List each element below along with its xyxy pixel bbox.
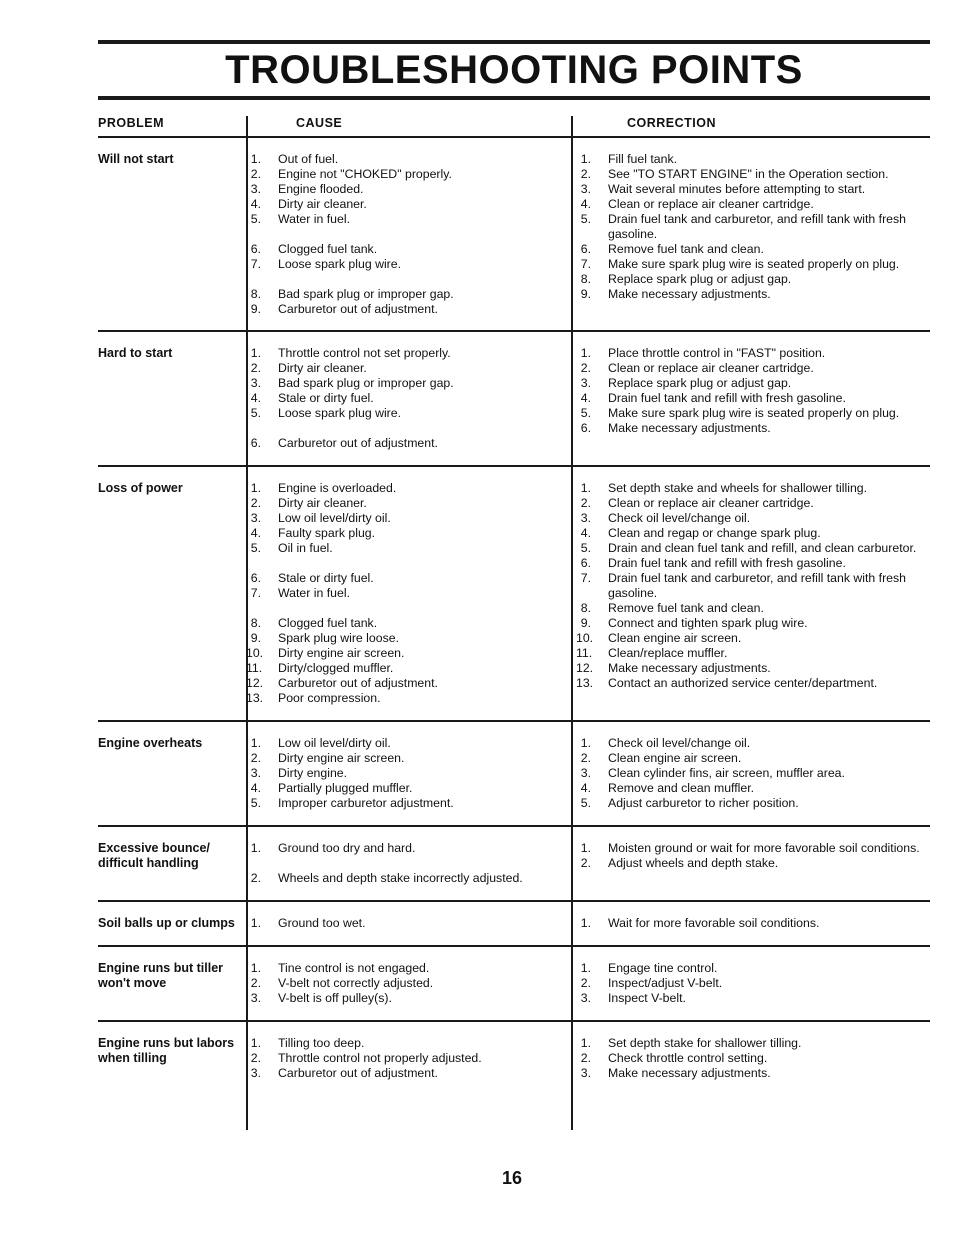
item-text: Clean engine air screen.	[608, 631, 742, 645]
item-number: 2.	[250, 976, 261, 990]
item-number: 1.	[250, 961, 261, 975]
list-item	[246, 1066, 556, 1081]
correction-list	[576, 961, 930, 1006]
problem-label: Hard to start	[98, 346, 173, 360]
list-item	[246, 916, 556, 931]
item-text: Throttle control not set properly.	[278, 346, 451, 360]
item-number: 1.	[580, 916, 591, 930]
spacer	[246, 556, 556, 571]
list-item	[576, 361, 930, 376]
list-item	[576, 796, 930, 811]
list-item	[246, 182, 556, 197]
list-item	[246, 541, 556, 556]
item-text: Drain fuel tank and refill with fresh gasoline.	[608, 556, 846, 570]
item-number: 5.	[580, 406, 591, 420]
list-item	[246, 481, 556, 496]
cause-list	[246, 961, 556, 1006]
item-number: 4.	[250, 526, 261, 540]
item-text: Tine control is not engaged.	[278, 961, 430, 975]
item-text: Dirty air cleaner.	[278, 197, 367, 211]
item-number: 3.	[250, 182, 261, 196]
item-number: 8.	[580, 272, 591, 286]
top-rule	[98, 40, 930, 44]
list-item	[576, 1036, 930, 1051]
item-number: 1.	[250, 481, 261, 495]
list-item	[246, 661, 556, 676]
item-number: 1.	[250, 916, 261, 930]
item-text: Engine is overloaded.	[278, 481, 397, 495]
list-item	[576, 961, 930, 976]
item-number: 9.	[580, 287, 591, 301]
header-correction: CORRECTION	[627, 116, 717, 130]
cause-list	[246, 346, 556, 451]
list-item	[576, 152, 930, 167]
item-number: 6.	[250, 436, 261, 450]
list-item	[576, 421, 930, 436]
item-text: See "TO START ENGINE" in the Operation section.	[608, 167, 889, 181]
cause-list	[246, 916, 556, 931]
page-title: TROUBLESHOOTING POINTS	[225, 48, 803, 92]
item-number: 5.	[580, 796, 591, 810]
item-number: 1.	[250, 736, 261, 750]
item-number: 4.	[580, 781, 591, 795]
item-number: 6.	[580, 556, 591, 570]
list-item	[576, 391, 930, 406]
item-number: 2.	[580, 1051, 591, 1065]
item-number: 2.	[580, 496, 591, 510]
item-number: 2.	[580, 361, 591, 375]
item-number: 3.	[580, 376, 591, 390]
item-number: 7.	[580, 571, 591, 585]
list-item	[246, 781, 556, 796]
cause-list	[246, 841, 556, 886]
item-number: 3.	[250, 511, 261, 525]
list-item	[246, 1051, 556, 1066]
item-text: Dirty engine.	[278, 766, 348, 780]
list-item	[246, 287, 556, 302]
cause-list	[246, 152, 556, 317]
item-text: Ground too wet.	[278, 916, 366, 930]
item-text: Carburetor out of adjustment.	[278, 436, 438, 450]
item-number: 2.	[580, 167, 591, 181]
section-rule	[98, 720, 930, 722]
list-item	[576, 841, 930, 856]
problem-label: Soil balls up or clumps	[98, 916, 235, 930]
item-number: 3.	[580, 1066, 591, 1080]
item-text: Adjust carburetor to richer position.	[608, 796, 799, 810]
item-text: Contact an authorized service center/department.	[608, 676, 878, 690]
item-text: Replace spark plug or adjust gap.	[608, 272, 792, 286]
item-number: 2.	[250, 751, 261, 765]
list-item	[246, 1036, 556, 1051]
item-number: 4.	[250, 781, 261, 795]
item-text: Spark plug wire loose.	[278, 631, 399, 645]
item-number: 4.	[250, 391, 261, 405]
item-text: Bad spark plug or improper gap.	[278, 376, 454, 390]
item-text: Inspect V-belt.	[608, 991, 686, 1005]
list-item	[576, 751, 930, 766]
list-item	[246, 511, 556, 526]
item-number: 3.	[250, 991, 261, 1005]
correction-list	[576, 152, 930, 302]
item-text: Remove fuel tank and clean.	[608, 242, 764, 256]
list-item	[576, 197, 930, 212]
item-text: Faulty spark plug.	[278, 526, 376, 540]
list-item	[576, 541, 930, 556]
list-item	[246, 212, 556, 227]
list-item	[246, 152, 556, 167]
list-item	[246, 257, 556, 272]
problem-label: Will not start	[98, 152, 174, 166]
item-text: Set depth stake and wheels for shallower tilling.	[608, 481, 868, 495]
list-item	[576, 631, 930, 646]
list-item	[246, 571, 556, 586]
item-text: Set depth stake for shallower tilling.	[608, 1036, 802, 1050]
item-text: Clean or replace air cleaner cartridge.	[608, 361, 814, 375]
item-number: 4.	[580, 391, 591, 405]
correction-list	[576, 1036, 930, 1081]
item-number: 2.	[250, 361, 261, 375]
item-number: 1.	[580, 736, 591, 750]
list-item	[576, 556, 930, 571]
list-item	[576, 571, 930, 601]
item-number: 11.	[576, 646, 593, 660]
item-text: Carburetor out of adjustment.	[278, 676, 438, 690]
item-text: Replace spark plug or adjust gap.	[608, 376, 792, 390]
item-number: 8.	[250, 616, 261, 630]
header-cause: CAUSE	[296, 116, 343, 130]
item-text: Drain and clean fuel tank and refill, and clean carburetor.	[608, 541, 917, 555]
item-text: Make sure spark plug wire is seated properly on plug.	[608, 257, 900, 271]
spacer	[246, 421, 556, 436]
page-number: 16	[501, 1168, 523, 1188]
problem-label: Engine runs but tiller won't move	[98, 961, 224, 990]
problem-label: Engine overheats	[98, 736, 203, 750]
list-item	[576, 976, 930, 991]
list-item	[246, 391, 556, 406]
list-item	[246, 751, 556, 766]
list-item	[576, 1051, 930, 1066]
item-number: 6.	[250, 571, 261, 585]
item-text: Wait for more favorable soil conditions.	[608, 916, 820, 930]
item-number: 6.	[580, 242, 591, 256]
correction-list	[576, 481, 930, 691]
item-number: 1.	[250, 1036, 261, 1050]
list-item	[576, 242, 930, 257]
item-number: 1.	[580, 1036, 591, 1050]
item-number: 2.	[250, 496, 261, 510]
item-number: 5.	[250, 541, 261, 555]
list-item	[576, 646, 930, 661]
item-number: 4.	[250, 197, 261, 211]
list-item	[246, 302, 556, 317]
list-item	[576, 182, 930, 197]
item-text: Clogged fuel tank.	[278, 616, 378, 630]
item-text: Remove fuel tank and clean.	[608, 601, 764, 615]
item-number: 6.	[580, 421, 591, 435]
list-item	[576, 272, 930, 287]
section-rule	[98, 900, 930, 902]
list-item	[246, 361, 556, 376]
list-item	[246, 167, 556, 182]
list-item	[576, 616, 930, 631]
item-text: Wait several minutes before attempting to start.	[608, 182, 866, 196]
problem-label: Excessive bounce/ difficult handling	[98, 841, 210, 870]
item-number: 7.	[250, 586, 261, 600]
list-item	[246, 346, 556, 361]
item-number: 3.	[580, 511, 591, 525]
item-text: Check oil level/change oil.	[608, 511, 751, 525]
list-item	[246, 496, 556, 511]
list-item	[576, 916, 930, 931]
item-text: Clogged fuel tank.	[278, 242, 378, 256]
item-number: 13.	[576, 676, 594, 690]
list-item	[576, 661, 930, 676]
item-number: 8.	[580, 601, 591, 615]
item-text: V-belt is off pulley(s).	[278, 991, 392, 1005]
spacer	[246, 227, 556, 242]
item-text: Check throttle control setting.	[608, 1051, 768, 1065]
item-number: 1.	[250, 346, 261, 360]
item-text: Clean and regap or change spark plug.	[608, 526, 821, 540]
list-item	[246, 766, 556, 781]
item-text: Drain fuel tank and refill with fresh gasoline.	[608, 391, 846, 405]
item-number: 2.	[580, 976, 591, 990]
list-item	[246, 406, 556, 421]
list-item	[576, 991, 930, 1006]
list-item	[576, 287, 930, 302]
cause-list	[246, 736, 556, 811]
item-text: Dirty engine air screen.	[278, 646, 405, 660]
list-item	[576, 167, 930, 182]
list-item	[246, 646, 556, 661]
section-rule	[98, 1020, 930, 1022]
list-item	[576, 601, 930, 616]
item-number: 2.	[250, 1051, 261, 1065]
cause-list	[246, 481, 556, 706]
item-text: Place throttle control in "FAST" position.	[608, 346, 826, 360]
item-number: 9.	[580, 616, 591, 630]
item-text: Oil in fuel.	[278, 541, 333, 555]
item-text: Low oil level/dirty oil.	[278, 511, 391, 525]
item-number: 4.	[580, 526, 591, 540]
list-item	[246, 991, 556, 1006]
cause-list	[246, 1036, 556, 1081]
list-item	[246, 197, 556, 212]
item-text: Carburetor out of adjustment.	[278, 1066, 438, 1080]
item-number: 4.	[580, 197, 591, 211]
list-item	[246, 631, 556, 646]
list-item	[576, 496, 930, 511]
item-number: 2.	[250, 871, 261, 885]
item-number: 1.	[580, 152, 591, 166]
list-item	[576, 1066, 930, 1081]
item-text: Clean cylinder fins, air screen, muffler area.	[608, 766, 845, 780]
list-item	[576, 511, 930, 526]
list-item	[246, 691, 556, 706]
item-text: Clean or replace air cleaner cartridge.	[608, 496, 814, 510]
section-rule	[98, 330, 930, 332]
item-number: 8.	[250, 287, 261, 301]
list-item	[246, 436, 556, 451]
list-item	[246, 676, 556, 691]
item-text: Wheels and depth stake incorrectly adjusted.	[278, 871, 523, 885]
item-text: Remove and clean muffler.	[608, 781, 755, 795]
list-item	[576, 212, 930, 242]
problem-label: Loss of power	[98, 481, 183, 495]
correction-list	[576, 346, 930, 436]
item-number: 1.	[580, 841, 591, 855]
item-text: Partially plugged muffler.	[278, 781, 413, 795]
list-item	[576, 766, 930, 781]
item-text: Tilling too deep.	[278, 1036, 365, 1050]
item-number: 12.	[246, 676, 264, 690]
list-item	[246, 736, 556, 751]
item-number: 3.	[250, 1066, 261, 1080]
item-number: 11.	[246, 661, 263, 675]
section-rule	[98, 945, 930, 947]
item-text: Carburetor out of adjustment.	[278, 302, 438, 316]
list-item	[576, 346, 930, 361]
item-text: Bad spark plug or improper gap.	[278, 287, 454, 301]
list-item	[246, 796, 556, 811]
item-number: 7.	[250, 257, 261, 271]
spacer	[246, 601, 556, 616]
item-text: Make necessary adjustments.	[608, 661, 771, 675]
list-item	[246, 242, 556, 257]
item-text: Dirty air cleaner.	[278, 496, 367, 510]
list-item	[246, 841, 556, 856]
item-number: 5.	[250, 796, 261, 810]
item-number: 9.	[250, 631, 261, 645]
list-item	[576, 376, 930, 391]
item-number: 5.	[250, 406, 261, 420]
item-text: Loose spark plug wire.	[278, 406, 402, 420]
item-number: 10.	[246, 646, 264, 660]
header-problem: PROBLEM	[98, 116, 164, 130]
item-number: 5.	[250, 212, 261, 226]
item-text: Make necessary adjustments.	[608, 421, 771, 435]
item-text: Throttle control not properly adjusted.	[278, 1051, 482, 1065]
item-number: 6.	[250, 242, 261, 256]
item-text: Improper carburetor adjustment.	[278, 796, 454, 810]
item-number: 2.	[250, 167, 261, 181]
item-text: Clean or replace air cleaner cartridge.	[608, 197, 814, 211]
list-item	[246, 616, 556, 631]
item-text: Stale or dirty fuel.	[278, 571, 374, 585]
item-number: 10.	[576, 631, 594, 645]
item-text: Make necessary adjustments.	[608, 1066, 771, 1080]
item-number: 1.	[250, 841, 261, 855]
section-rule	[98, 136, 930, 138]
item-number: 2.	[580, 856, 591, 870]
problem-label: Engine runs but labors when tilling	[98, 1036, 235, 1065]
item-text: Fill fuel tank.	[608, 152, 678, 166]
title-rule	[98, 96, 930, 100]
item-text: Drain fuel tank and carburetor, and refill tank with fresh gasoline.	[608, 571, 907, 600]
item-text: Ground too dry and hard.	[278, 841, 416, 855]
item-number: 3.	[580, 766, 591, 780]
item-text: Water in fuel.	[278, 212, 350, 226]
item-number: 3.	[250, 766, 261, 780]
item-text: Drain fuel tank and carburetor, and refill tank with fresh gasoline.	[608, 212, 907, 241]
column-divider-right	[571, 116, 573, 1130]
item-text: Low oil level/dirty oil.	[278, 736, 391, 750]
list-item	[246, 586, 556, 601]
item-number: 2.	[580, 751, 591, 765]
spacer	[246, 856, 556, 871]
list-item	[576, 856, 930, 871]
list-item	[576, 526, 930, 541]
item-text: Make necessary adjustments.	[608, 287, 771, 301]
item-text: Engine not "CHOKED" properly.	[278, 167, 452, 181]
item-text: Connect and tighten spark plug wire.	[608, 616, 808, 630]
list-item	[576, 736, 930, 751]
item-text: Make sure spark plug wire is seated properly on plug.	[608, 406, 900, 420]
list-item	[576, 257, 930, 272]
list-item	[246, 961, 556, 976]
item-text: Dirty engine air screen.	[278, 751, 405, 765]
item-text: Engage tine control.	[608, 961, 718, 975]
item-number: 12.	[576, 661, 594, 675]
list-item	[246, 871, 556, 886]
item-number: 3.	[580, 182, 591, 196]
item-text: Adjust wheels and depth stake.	[608, 856, 779, 870]
list-item	[576, 676, 930, 691]
item-text: Moisten ground or wait for more favorable soil conditions.	[608, 841, 920, 855]
item-text: Inspect/adjust V-belt.	[608, 976, 723, 990]
list-item	[246, 526, 556, 541]
item-text: Clean/replace muffler.	[608, 646, 728, 660]
item-text: Loose spark plug wire.	[278, 257, 402, 271]
item-text: Out of fuel.	[278, 152, 339, 166]
item-number: 1.	[250, 152, 261, 166]
item-text: Poor compression.	[278, 691, 381, 705]
spacer	[246, 272, 556, 287]
list-item	[576, 781, 930, 796]
item-text: Dirty air cleaner.	[278, 361, 367, 375]
list-item	[576, 481, 930, 496]
item-number: 7.	[580, 257, 591, 271]
item-text: Dirty/clogged muffler.	[278, 661, 394, 675]
section-rule	[98, 825, 930, 827]
item-text: Water in fuel.	[278, 586, 350, 600]
correction-list	[576, 736, 930, 811]
item-number: 1.	[580, 961, 591, 975]
list-item	[246, 376, 556, 391]
item-number: 5.	[580, 541, 591, 555]
list-item	[576, 406, 930, 421]
item-number: 3.	[580, 991, 591, 1005]
correction-list	[576, 916, 930, 931]
item-number: 13.	[246, 691, 264, 705]
list-item	[246, 976, 556, 991]
correction-list	[576, 841, 930, 871]
item-text: Stale or dirty fuel.	[278, 391, 374, 405]
item-number: 3.	[250, 376, 261, 390]
section-rule	[98, 465, 930, 467]
item-text: Clean engine air screen.	[608, 751, 742, 765]
item-number: 9.	[250, 302, 261, 316]
item-text: Engine flooded.	[278, 182, 364, 196]
item-number: 1.	[580, 481, 591, 495]
item-number: 5.	[580, 212, 591, 226]
item-number: 1.	[580, 346, 591, 360]
item-text: Check oil level/change oil.	[608, 736, 751, 750]
item-text: V-belt not correctly adjusted.	[278, 976, 434, 990]
